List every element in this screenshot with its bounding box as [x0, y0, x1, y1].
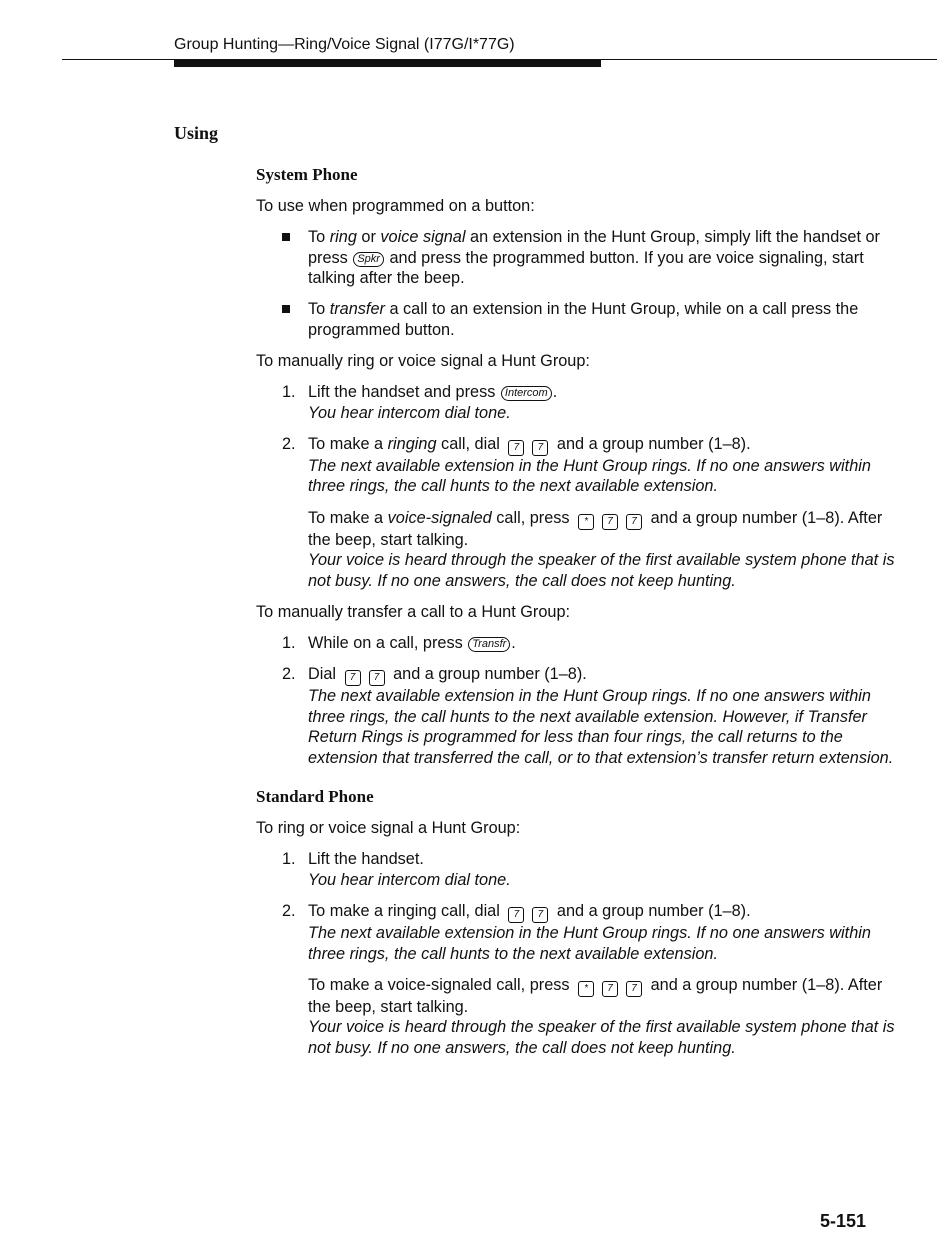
- dial-key-7-icon: 7: [532, 907, 548, 923]
- text: To make a: [308, 508, 388, 527]
- text: Lift the handset.: [308, 850, 424, 869]
- dial-key-7-icon: 7: [508, 440, 524, 456]
- ring-step-2: [256, 434, 896, 591]
- section-title: Using: [174, 123, 219, 143]
- dial-key-7-icon: 7: [508, 907, 524, 923]
- text: and a group number (1–8). After the beep, start talking.: [308, 975, 883, 1016]
- dial-key-7-icon: 7: [602, 514, 618, 530]
- transfr-key-icon: Transfr: [468, 637, 510, 652]
- text: call, press: [491, 508, 575, 527]
- text: Dial: [308, 665, 341, 683]
- dial-key-7-icon: 7: [369, 670, 385, 686]
- spkr-key-icon: Spkr: [353, 252, 384, 267]
- step-number: 1.: [282, 850, 296, 869]
- header-rule-thick: [174, 60, 601, 67]
- standard-step-2: [256, 901, 896, 1058]
- text: .: [511, 633, 516, 652]
- transfer-step-2: [256, 664, 896, 768]
- dial-key-star-icon: *: [578, 981, 594, 997]
- dial-key-7-icon: 7: [626, 981, 642, 997]
- dial-key-7-icon: 7: [345, 670, 361, 686]
- text: While on a call, press: [308, 633, 468, 652]
- step-number: 2.: [282, 665, 296, 683]
- step-number: 1.: [282, 633, 296, 652]
- standard-step-1: [256, 849, 896, 890]
- step-result: The next available extension in the Hunt Group rings. If no one answers within three rings, the call hunts to the next available extension. However, if Transfer Return Rings is programmed for less than four rings, the call returns to the extension that transferred the call, or to that extension’s transfer return extension.: [308, 687, 894, 767]
- step-result: You hear intercom dial tone.: [308, 871, 511, 890]
- intercom-key-icon: Intercom: [501, 386, 552, 401]
- transfer-step-1: [256, 633, 896, 654]
- dial-key-7-icon: 7: [626, 514, 642, 530]
- step-result: You hear intercom dial tone.: [308, 403, 511, 422]
- text: a call to an extension in the Hunt Group, while on a call press the programmed button.: [308, 300, 859, 339]
- ring-step-1: [256, 382, 896, 423]
- manual-ring-intro: To manually ring or voice signal a Hunt Group:: [256, 352, 590, 371]
- dial-key-7-icon: 7: [602, 981, 618, 997]
- page-number: 5-151: [820, 1211, 867, 1231]
- content: [256, 164, 896, 1069]
- text: and a group number (1–8).: [552, 902, 751, 921]
- text: To make a ringing call, dial: [308, 902, 505, 921]
- step-number: 1.: [282, 383, 296, 402]
- bullet-marker: [282, 305, 290, 313]
- text: and a group number (1–8).: [552, 434, 751, 453]
- bullet-transfer: [256, 299, 896, 340]
- voice-signal-instruction: [308, 508, 896, 592]
- step-result: Your voice is heard through the speaker of the first available system phone that is not busy. If no one answers, the call does not keep hunting.: [308, 1018, 895, 1058]
- step-number: 2.: [282, 902, 296, 921]
- step-result: The next available extension in the Hunt Group rings. If no one answers within three rings, the call hunts to the next available extension.: [308, 456, 871, 496]
- text: and press the programmed button. If you are voice signaling, start talking after the beep.: [308, 248, 864, 288]
- text: call, dial: [436, 434, 505, 453]
- emphasis-voice-signaled: voice-signaled: [387, 508, 492, 527]
- standard-phone-intro: To ring or voice signal a Hunt Group:: [256, 819, 521, 838]
- text: an extension in the Hunt Group, simply lift the handset or press: [308, 228, 880, 267]
- running-head: Group Hunting—Ring/Voice Signal (I77G/I*77G): [174, 36, 515, 53]
- dial-key-star-icon: *: [578, 514, 594, 530]
- dial-key-7-icon: 7: [532, 440, 548, 456]
- system-phone-intro: To use when programmed on a button:: [256, 197, 535, 215]
- bullet-ring: [256, 227, 896, 289]
- text: and a group number (1–8).: [388, 665, 587, 683]
- step-result: Your voice is heard through the speaker of the first available system phone that is not busy. If no one answers, the call does not keep hunting.: [308, 551, 895, 590]
- manual-transfer-intro: To manually transfer a call to a Hunt Group:: [256, 602, 571, 621]
- text: .: [552, 383, 558, 402]
- text: To: [308, 300, 330, 319]
- text: To: [308, 228, 330, 247]
- emphasis-voice-signal: voice signal: [380, 228, 466, 247]
- standard-phone-heading: Standard Phone: [256, 787, 374, 807]
- step-number: 2.: [282, 434, 296, 453]
- text: To make a: [308, 434, 388, 453]
- text: Lift the handset and press: [308, 383, 500, 402]
- text: or: [356, 228, 381, 247]
- emphasis-ringing: ringing: [387, 434, 437, 453]
- emphasis-transfer: transfer: [329, 300, 385, 319]
- system-phone-heading: System Phone: [256, 165, 358, 184]
- bullet-marker: [282, 233, 290, 241]
- emphasis-ring: ring: [329, 228, 357, 247]
- text: To make a voice-signaled call, press: [308, 975, 575, 994]
- voice-signal-instruction: [308, 975, 896, 1059]
- text: and a group number (1–8). After the beep, start talking.: [308, 508, 883, 549]
- step-result: The next available extension in the Hunt Group rings. If no one answers within three rings, the call hunts to the next available extension.: [308, 924, 871, 963]
